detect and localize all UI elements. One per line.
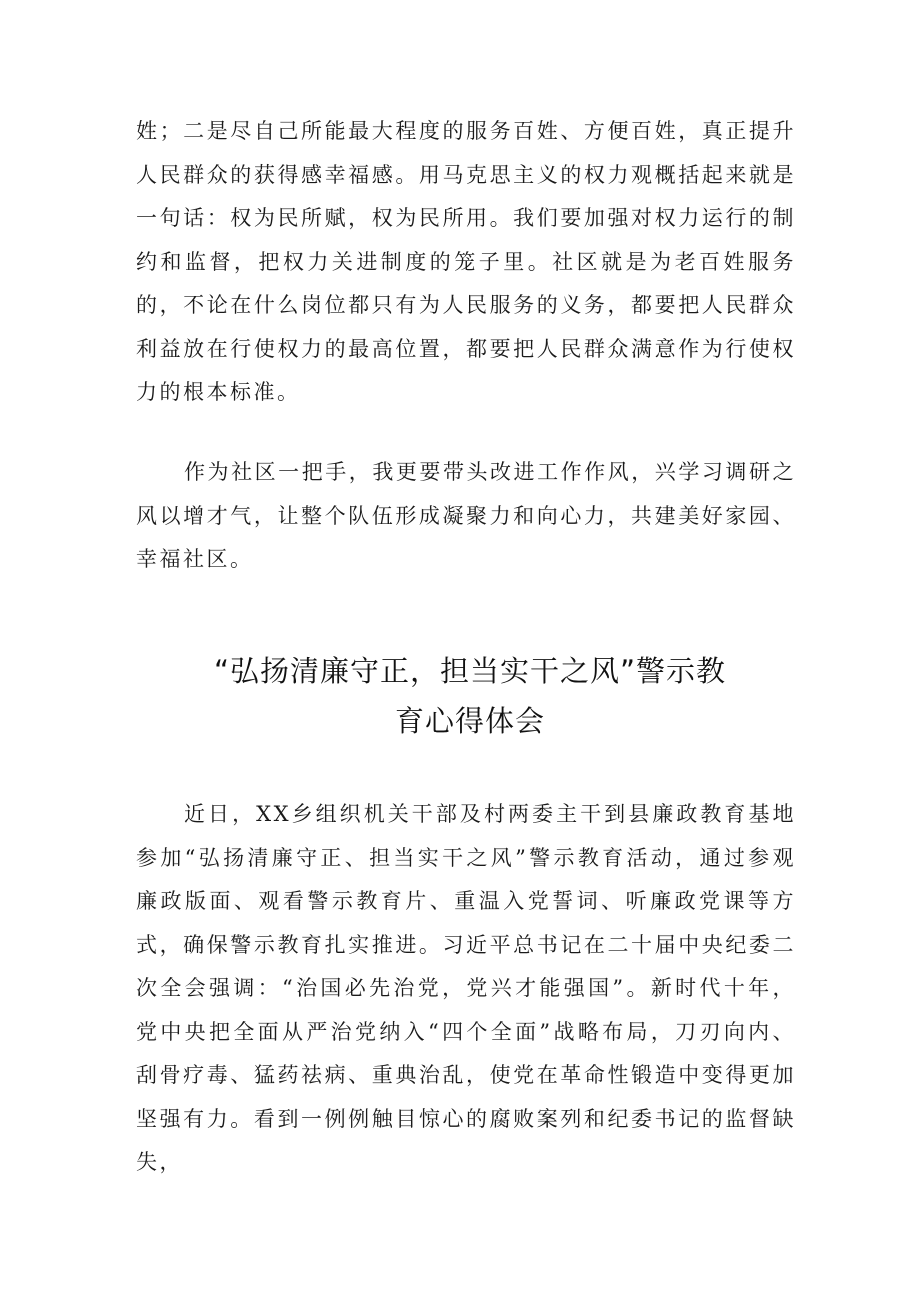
article-title [150, 646, 790, 746]
paragraph-2: 作为社区一把手，我更要带头改进工作作风，兴学习调研之风以增才气，让整个队伍形成凝聚力和向心力，共建美好家园、幸福社区。 [136, 460, 796, 571]
title-line-1: “弘扬清廉守正，担当实干之风”警示教 [213, 654, 727, 688]
title-line-2: 育心得体会 [394, 704, 545, 738]
paragraph-1: 姓；二是尽自己所能最大程度的服务百姓、方便百姓，真正提升人民群众的获得感幸福感。用马克思主义的权力观概括起来就是一句话：权为民所赋，权为民所用。我们要加强对权力运行的制约和监督，把权力关进制度的笼子里。社区就是为老百姓服务的，不论在什么岗位都只有为人民服务的义务，都要把人民群众利益放在行使权力的最高位置，都要把人民群众满意作为行使权力的根本标准。 [136, 119, 796, 404]
paragraph-3: 近日，XX乡组织机关干部及村两委主干到县廉政教育基地参加“弘扬清廉守正、担当实干之风”警示教育活动，通过参观廉政版面、观看警示教育片、重温入党誓词、听廉政党课等方式，确保警示教育扎实推进。习近平总书记在二十届中央纪委二次全会强调：“治国必先治党，党兴才能强国”。新时代十年，党中央把全面从严治党纳入“四个全面”战略布局，刀刃向内、刮骨疗毒、猛药祛病、重典治乱，使党在革命性锻造中变得更加坚强有力。看到一例例触目惊心的腐败案列和纪委书记的监督缺失， [136, 802, 796, 1174]
